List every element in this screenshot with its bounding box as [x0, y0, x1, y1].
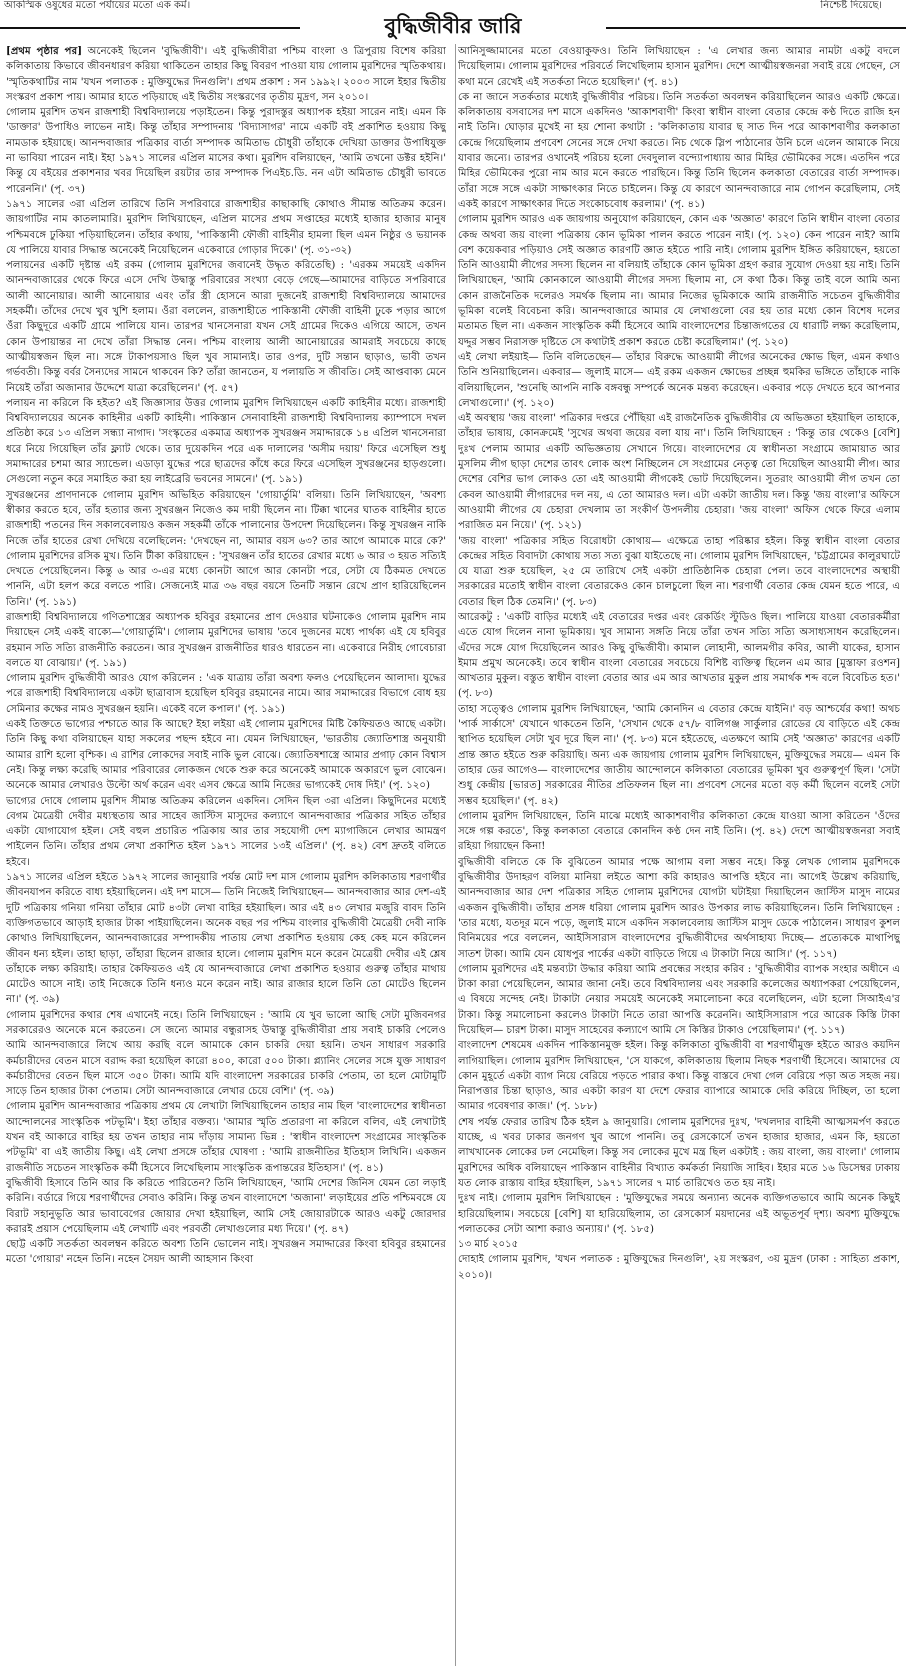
article-title — [0, 13, 906, 39]
paragraph-text: আরেকটু : 'একটি বাড়ির মধ্যেই এই বেতারের দপ্তর এবং রেকর্ডিং স্টুডিও ছিল। পালিয়ে যাওয়া বেতারকর্মীরা এতে যোগ দিলেন নানা ভূমিকায়। খুব সামান্য সঙ্গতি নিয়ে তাঁরা তখন সত্যি সত্যি অসাধ্যসাধন করেছিলেন। এঁদের সঙ্গে যোগ দিয়েছিলেন আরও কিছু বুদ্ধিজীবী। কামাল লোহানী, আলমগীর কবির, আলী যাকের, হাসান ইমাম প্রমুখ অনেকেই। তবে স্বাধীন বাংলা বেতারের সবচেয়ে বিশিষ্ট ব্যক্তিত্ব ছিলেন এম আর [মুস্তাফা রওশন] আখতার মুকুল। বস্তুত স্বাধীন বাংলা বেতার আর এম আর আখতার মুকুল প্রায় সমার্থক শব্দ বলে বিবেচিত হত।' (পৃ. ৮৩) — [458, 611, 900, 700]
paragraph-text: ১৯৭১ সালের ৩রা এপ্রিল তারিখে তিনি সপরিবারে রাজশাহীর কাছাকাছি কোথাও সীমান্ত অতিক্রম করেন। জায়গাটির নাম কাতলামারি। মুরশিদ লিখিয়াছেন, এপ্রিল মাসের প্রথম সপ্তাহের মধ্যেই হাজার হাজার মানুষ পশ্চিমবঙ্গে ঢুকিয়া পড়িয়াছিলেন। তাঁহার কথায়, 'পাকিস্তানী ফৌজী বাহিনীর হামলা ছিল এমন নিষ্ঠুর ও ভয়ানক যে পালিয়ে যাবার সিদ্ধান্ত অনেকেই নিয়েছিলেন একেবারে গোড়ার দিকে।' (পৃ. ৩১-৩২) — [6, 198, 446, 256]
strip-text-right: নিশ্চেষ্ট দিয়েছে। — [820, 0, 882, 11]
paragraph-text: গোলাম মুরশিদ আরও এক জায়গায় অনুযোগ করিয়াছেন, কোন এক 'অজ্ঞাত' কারণে তিনি স্বাধীন বাংলা বেতার কেন্দ্র অথবা জয় বাংলা পত্রিকায় কোন ভূমিকা পালন করতে পারেন নাই। (পৃ. ১২০) কেন পারেন নাই? আমি বেশ কয়েকবার পড়িয়াও সেই অজ্ঞাত কারণটি জ্ঞাত হইতে পারি নাই। গোলাম মুরশিদ ইঙ্গিত করিয়াছেন, হয়তো তিনি আওয়ামী লীগের সদস্য ছিলেন না বলিয়াই তাঁহাকে কোন ভূমিকা গ্রহণ করার সুযোগ দেওয়া হয় নাই। তিনি লিখিয়াছেন, 'আমি কোনকালে আওয়ামী লীগের সদস্য ছিলাম না, সে কথা ঠিক। কিন্তু তাই বলে আমি অন্য কোন রাজনৈতিক দলেরও সমর্থক ছিলাম না। আমার নিজের ভূমিকাকে আমি রাজনীতি সচেতন বুদ্ধিজীবীর ভূমিকা বলেই বিবেচনা করি। আনন্দবাজারে আমার যে লেখাগুলো বের হয় তার মধ্যে কোন বিশেষ দলের মতামত ছিল না। একজন সাংস্কৃতিক কর্মী হিসেবে আমি বাংলাদেশের চিন্তাজগতের যে ধারাটি লক্ষ্য করেছিলাম, যদ্দুর সম্ভব নিরাসক্ত দৃষ্টিতে সে কথাটাই প্রকাশ করতে চেষ্টা করেছিলাম।' (পৃ. ১২০) — [458, 214, 900, 348]
paragraph-text: তাহা সত্ত্বেও গোলাম মুরশিদ লিখিয়াছেন, 'আমি কোনদিন এ বেতার কেন্দ্রে যাইনি।' বড় আশ্চর্যের কথা! অথচ 'পার্ক সার্কাসে' যেখানে থাকতেন তিনি, 'সেখান থেকে ৫৭/৮ বালিগঞ্জ সার্কুলার রোডের যে বাড়িতে এই কেন্দ্র স্থাপিত হয়েছিল সেটা খুব দূরে ছিল না।' (পৃ. ৮৩) মনে হইতেছে, এতক্ষণে আমি সেই 'অজ্ঞাত' কারণের একটি প্রান্ত জ্ঞাত হইতে শুরু করিয়াছি। অন্য এক জায়গায় গোলাম মুরশিদ লিখিয়াছেন, মুক্তিযুদ্ধের সময়ে— এমন কি তাহার ডের আগেও— বাংলাদেশের জাতীয় আন্দোলনে কলিকাতা বেতারের ভূমিকা খুব গুরুত্বপূর্ণ ছিল। 'সেটা শুধু কেন্দ্রীয় [ভারত] সরকারের নীতির প্রতিফলন ছিল না। প্রণবেশ সেনের মতো বড় কর্মী ছিলেন বলেই সেটা সম্ভব হয়েছিল।' (পৃ. ৪২) — [458, 703, 900, 807]
article-paragraph — [458, 1115, 900, 1191]
article-paragraph — [6, 1008, 446, 1100]
paragraph-text: ছোট্ট একটি সতর্কতা অবলম্বন করিতে অবশ্য তিনি ভোলেন নাই। সুখরঞ্জন সমাদ্দারের কিংবা হবিবুর রহমানের মতো 'গোয়ার' নহেন তিনি। নহেন সৈয়দ আলী আহসান কিংবা — [6, 1239, 446, 1266]
article-paragraph — [6, 1176, 446, 1237]
article-body — [6, 44, 900, 1666]
article-paragraph — [458, 1252, 900, 1283]
article-paragraph — [6, 717, 446, 793]
paragraph-text: এই লেখা লইয়াই— তিনি বলিতেছেন— তাঁহার বিরুদ্ধে আওয়ামী লীগের অনেকের ক্ষোভ ছিল, এমন কথাও তিনি শুনিয়াছিলেন। একবার— জুলাই মাসে— এই রকম একজন ক্ষোভের প্রচ্ছন্ন হুমকির ভঙ্গিতে তাঁহাকে নাকি বলিয়াছিলেন, 'শুনেছি আপনি নাকি বঙ্গবন্ধু সম্পর্কে অনেক মন্তব্য করেছেন। একবার পড়ে দেখতে হবে আপনার লেখাগুলো।' (পৃ. ১২০) — [458, 351, 900, 409]
left-column — [6, 44, 446, 1666]
article-paragraph — [6, 610, 446, 671]
article-paragraph — [458, 1038, 900, 1114]
article-paragraph — [458, 212, 900, 350]
paragraph-text: গোলাম মুরশিদ আনন্দবাজার পত্রিকায় প্রথম যে লেখাটা লিখিয়াছিলেন তাহার নাম ছিল 'বাংলাদেশের স্বাধীনতা আন্দোলনের সাংস্কৃতিক পটভূমি'। ইহা তাঁহার বক্তব্য। 'আমার স্মৃতি প্রতারণা না করিলে বলিব, এই লেখাটাই যখন বই আকারে বাহির হয় তখন তাহার নাম দাঁড়ায় সামান্য ভিন্ন : 'স্বাধীন বাংলাদেশ সংগ্রামের সাংস্কৃতিক পটভূমি' বা এই জাতীয় কিছু। এই লেখা প্রসঙ্গে তাঁহার ঘোষণা : 'আমি রাজনীতির ইতিহাস লিখিনি। একজন রাজনীতি সচেতন সাংস্কৃতিক কর্মী হিসেবে লিখেছিলাম সাংস্কৃতিক রূপান্তরের ইতিহাস।' (পৃ. ৪১) — [6, 1101, 446, 1174]
paragraph-text: ১৩ মার্চ ২০১৫ — [458, 1239, 519, 1251]
article-paragraph — [6, 1237, 446, 1268]
article-paragraph — [458, 44, 900, 90]
article-header — [0, 12, 906, 42]
paragraph-text: কে না জানে সতর্কতার মধ্যেই বুদ্ধিজীবীর পরিচয়। তিনি সতর্কতা অবলম্বন করিয়াছিলেন আরও একটি ক্ষেত্রে। কলিকাতায় বসবাসের দশ মাসে একদিনও 'আকাশবাণী' কিংবা স্বাধীন বাংলা বেতার কেন্দ্রে কণ্ঠ দিতে রাজি হন নাই তিনি। ঘোড়ার মুখেই না হয় শোনা কথাটা : 'কলিকাতায় যাবার ছ সাত দিন পরে আকাশবাণীর কলকাতা কেন্দ্রে গিয়েছিলাম প্রণবেশ সেনের সঙ্গে দেখা করতে। নিচ থেকে স্লিপ পাঠানোর উনি চলে এলেন আমাকে নিয়ে যাবার জন্যে। তারপর ওখানেই পরিচয় হলো দেবদুলাল বন্দ্যোপাধ্যায় আর মিহির ভৌমিকের সঙ্গে। এতদিন পরে মিহির ভৌমিকের পুরো নাম আর মনে করতে পারছিনে। কিন্তু তিনি ছিলেন কলকাতা বেতারের বার্তা সম্পাদক। তাঁরা সঙ্গে সঙ্গে একটা সাক্ষাৎকার নিতে চাইলেন। কিন্তু যে কারণে আনন্দবাজারে নাম গোপন করেছিলাম, সেই একই কারণে সাক্ষাৎকার দিতে সংকোচবোধ করলাম।' (পৃ. ৪১) — [458, 91, 900, 210]
paragraph-text: বুদ্ধিজীবী হিসাবে তিনি আর কি করিতে পারিতেন? তিনি লিখিয়াছেন, 'আমি দেশের জিনিস যেমন তো লড়াই করিনি। বর্ডারে গিয়ে শরণার্থীদের সেবাও করিনি। কিন্তু তখন বাংলাদেশে 'অজানা' লড়াইয়ের প্রতি পশ্চিমবঙ্গে যে বিরাট সহানুভূতি আর ভাবাবেগের জোয়ার দেখা হইয়াছিল, আমি সেই জোয়ারটাকে আরও একটু জোরদার করারই প্রয়াস পেয়েছিলাম এই লেখাটি এবং পরবর্তী লেখাগুলোর মধ্য দিয়ে।' (পৃ. ৪৭) — [6, 1177, 446, 1235]
paragraph-text: ভাগ্যের দোষে গোলাম মুরশিদ সীমান্ত অতিক্রম করিলেন একদিন। সেদিন ছিল ৩রা এপ্রিল। কিছুদিনের মধ্যেই বেগম মৈত্রেয়ী দেবীর মধ্যস্থতায় আর সাহেব জাস্টিস মাসুদের কল্যাণে আনন্দবাজার পত্রিকার সহিত তাঁহার একটা যোগাযোগ হইল। সেই বহুল প্রচারিত পত্রিকায় আর তার সহযোগী দেশ ম্যাগাজিনে লেখার আমন্ত্রণ পাইলেন তিনি। তাঁহার প্রথম লেখা প্রকাশিত হইল ১৯৭১ সালের ১৩ই এপ্রিল।' (পৃ. ৪২) বেশ দ্রুতই বলিতে হইবে। — [6, 795, 446, 868]
article-paragraph — [458, 1237, 900, 1252]
paragraph-text: শেষ পর্যন্ত ফেরার তারিখ ঠিক হইল ৯ জানুয়ারি। গোলাম মুরশিদের দুঃখ, 'দখলদার বাহিনী আত্মসমর্পণ করতে যাচ্ছে, এ খবর ঢাকার জনগণ খুব আগে পাননি। তবু রেসকোর্সে তখন হাজার হাজার, এমন কি, হয়তো লাখখানেক লোকের ঢল নেমেছিল। কিন্তু সব লোকের মুখে মন্ত্র ছিল একটাই : জয় বাংলা, জয় বাংলা।' গোলাম মুরশিদের অধিক বলিয়াছেন পাকিস্তান বাহিনীর বিখ্যাত কর্মকর্তা নিয়াজি সাহিব। ইহার মতে ১৬ ডিসেম্বর ঢাকায় যত লোক রাস্তায় বাহির হইয়াছিল, ১৯৭১ সালের ৭ মার্চ তারিখেও তত হয় নাই। — [458, 1116, 900, 1189]
article-paragraph — [6, 488, 446, 610]
article-paragraph — [458, 90, 900, 212]
paragraph-text: ১৯৭১ সালের এপ্রিল হইতে ১৯৭২ সালের জানুয়ারি পর্যন্ত মোট দশ মাস গোলাম মুরশিদ কলিকাতায় শরণার্থীর জীবনযাপন করিতে বাধ্য হইয়াছিলেন। এই দশ মাসে— তিনি নিজেই লিখিয়াছেন— আনন্দবাজার আর দেশ-এই দুটি পত্রিকায় গনিয়া গনিয়া তাঁহার মোট ৪৩টা লেখা বাহির হইয়াছিল। আর এই ৪৩ লেখার মজুরি বাবদ তিনি ব্যক্তিগতভাবে আড়াই হাজার টাকা পাইয়াছিলেন। অনেক বছর পর পশ্চিম বাংলার বুদ্ধিজীবী মৈত্রেয়ী দেবী নাকি কোথাও লিখিয়াছিলেন, আনন্দবাজারের সম্পাদকীয় পাতায় লেখা প্রকাশিত হওয়ায় কেহ কেহ মনে করিলেন জীবন ধন্য হইল। তাহা ছাড়া, তাঁহারা ছিলেন রাজার হালে। গোলাম মুরশিদ মনে করেন মৈত্রেয়ী দেবীর এই শ্লেষ তাঁহাকে লক্ষ্য করিয়াই। তাহার কৈফিয়তও এই যে আনন্দবাজারে লেখা প্রকাশিত হওয়ার গুরুত্ব তাঁহার মাথায় মোটেও আসে নাই। তাই নিজেকে তিনি ধন্যও মনে করেন নাই। আর রাজার হালে তিনি তো মোটেও ছিলেন না।' (পৃ. ৩৯) — [6, 872, 446, 1006]
paragraph-text: পলায়ন না করিলে কি হইত? এই জিজ্ঞাসার উত্তর গোলাম মুরশিদ লিখিয়াছেন একটি কাহিনীর মধ্যে। রাজশাহী বিশ্ববিদ্যালয়ের অনেক কাহিনীর একটি কাহিনী। পাকিস্তান সেনাবাহিনী রাজশাহী বিশ্ববিদ্যালয় ক্যাম্পাসে দখল প্রতিষ্ঠা করে ১৩ এপ্রিল সন্ধ্যা নাগাদ। 'সংস্কৃতের একমাত্র অধ্যাপক সুখরঞ্জন সমাদ্দারকে ১৪ এপ্রিল খানসেনারা ধরে নিয়ে গিয়েছিল তাঁর ফ্ল্যাট থেকে। তার দুয়েকদিন পরে এক দালালের 'অসীম দয়ায়' ফিরে এসেছিল শুধু সমাদ্দারের চশমা আর স্যান্ডেল। এডাড়া যুদ্ধের পরে ছাত্রদের কাঁধে করে ফিরে এসেছিল সুখরঞ্জনের হাড়গুলো। সেগুলো নতুন করে সমাহিত করা হয় লাইব্রেরি ভবনের সামনে।' (পৃ. ১৯১) — [6, 397, 446, 486]
paragraph-text: 'জয় বাংলা' পত্রিকার সহিত বিরোধটা কোথায়— এক্ষেত্রে তাহা পরিষ্কার হইল। কিন্তু স্বাধীন বাংলা বেতার কেন্দ্রের সহিত বিবাদটা কোথায় সত্য সত্য বুঝা যাইতেছে না। গোলাম মুরশিদ লিখিয়াছেন, 'চট্টগ্রামের কালুরঘাটে যে যাত্রা শুরু হয়েছিল, ২৫ মে তারিখে সেই একটা প্রাতিষ্ঠানিক চেহারা পেল। তবে বাংলাদেশের অস্থায়ী সরকারের মতোই স্বাধীন বাংলা বেতারকেও কোন চালচুলো ছিল না। শরণার্থী বেতার কেন্দ্র যেমন হতে পারে, এ বেতার ছিল ঠিক তেমনি।' (পৃ. ৮৩) — [458, 535, 900, 608]
paragraph-text: রাজশাহী বিশ্ববিদ্যালয়ে গণিতশাস্ত্রের অধ্যাপক হবিবুর রহমানের প্রাণ দেওয়ার ঘটনাকেও গোলাম মুরশিদ নাম দিয়াছেন সেই একই বাক্যে—'গোয়ার্তুমি'। গোলাম মুরশিদের ভাষায় 'তবে দুজনের মধ্যে পার্থক্য এই যে হবিবুর রহমান সতি সত্যি রাজনীতি করতেন। আর সুখরঞ্জন রাজনীতির ধারও ধারতেন না। একেবারে নিরীহ গোবেচারা বলতে যা বোঝায়।' (পৃ. ১৯১) — [6, 611, 446, 669]
right-column — [458, 44, 900, 1666]
article-paragraph — [6, 671, 446, 717]
article-paragraph — [6, 44, 446, 105]
paragraph-text: গোলাম মুরশিদ তখন রাজশাহী বিশ্ববিদ্যালয়ে পড়াইতেন। কিন্তু পুরাদস্তুর অধ্যাপক হইয়া সারেন নাই। এমন কি 'ডাক্তার' উপাধিও লাভেন নাই। কিন্তু তাঁহার সম্পাদনায় 'বিদ্যাসাগর' নামে একটি বই প্রকাশিত হওয়ায় কিছু নামডাক হইয়াছে। আনন্দবাজার পত্রিকার বার্তা সম্পাদক অমিতাভ চৌধুরী তাঁহাকে দেখিয়া ডাক্তার উপাধিযুক্ত না ভাবিয়া পারেন নাই। ইহা ১৯৭১ সালের এপ্রিল মাসের কথা। মুরশিদ বলিয়াছেন, 'আমি তখনো ডক্টর হইনি।' কিন্তু যে বইয়ের প্রকাশনার খবর দিয়েছিল রয়টার তার সম্পাদক পিএইচ.ডি. নন এটা অমিতাভ চৌধুরী ভাবতে পারেননি।' (পৃ. ৩৭) — [6, 107, 446, 195]
article-paragraph — [6, 794, 446, 870]
paragraph-text: পলায়নের একটি দৃষ্টান্ত এই রকম (গোলাম মুরশিদের জবানেই উদ্ধৃত করিতেছি) : 'এরকম সময়েই একদিন আনন্দবাজারের থেকে ফিরে এসে দেখি উদ্বাস্তু পরিবারের সংখ্যা বেড়ে গেছে—আমাদের বাড়িতে সপরিবারে আলী আনোয়ার। আলী আনোয়ার এবং তাঁর স্ত্রী হোসনে আরা দুজনেই রাজশাহী বিশ্ববিদ্যালয়ে আমাদের সহকর্মী। তাঁদের দেখে খুব খুশি হলাম। ওঁরা বললেন, রাজশাহীতে পাকিস্তানী ফৌজী বাহিনী ঢুকে পড়ার আগে ওঁরা কিছুদূরে একটি গ্রামে পালিয়ে যান। তারপর খানসেনারা যখন সেই গ্রামের দিকেও এগিয়ে আসে, তখন কোন উপায়ান্তর না দেখে তাঁরা সিদ্ধান্ত নেন। পশ্চিম বাংলায় আলী আনোয়ারের আমরাই সবচেয়ে কাছে আত্মীয়স্বজন ছিল না। সঙ্গে টাকাপয়সাও ছিল খুব সামান্যই। তার ওপর, দুটি সন্তান ছাড়াও, ভাবী তখন গর্ভবতী। কিন্তু বর্বর সৈন্যদের সামনে থাকবেন কি? তাঁরা জানতেন, য পলায়তি স জীবতি। সেই আপ্তবাক্য মেনে নিয়েই তাঁরা অজানার উদ্দেশে যাত্রা করেছিলেন।' (পৃ. ৫৭) — [6, 260, 446, 394]
paragraph-text: একই তিক্ততে ভাগ্যের পশ্চাতে আর কি আছে? ইহা লইয়া এই গোলাম মুরশিদের মিষ্টি কৈফিয়তও আছে একটা। তিনি কিছু কথা বলিয়াছেন যাহা সকলের পছন্দ হইবে না। যেমন লিখিয়াছেন, 'ভারতীয় জ্যোতিশাস্ত্র অনুযায়ী আমার রাশি হলো বৃশ্চিক। এ রাশির লোকদের সবাই নাকি ভুল বোঝে। জ্যোতিষশাস্ত্রে আমার প্রগাঢ় কোন বিশ্বাস নেই। কিন্তু লক্ষ্য করেছি আমার পরিবারের লোকজন থেকে শুরু করে অনেকেই আমাকে অকারণে ভুল বোঝেন। অনেকে আমার লেখারও উল্টো অর্থ করেন এবং এসব ক্ষেত্রে আমি নিজের ভাগ্যকেই দোষ দিই।' (পৃ. ১২০) — [6, 719, 446, 792]
paragraph-text: গোলাম মুরশিদ বুদ্ধিজীবী আরও যোগ করিলেন : 'এক যাত্রায় তাঁরা অবশ্য ফলও পেয়েছিলেন আলাদা। যুদ্ধের পরে রাজশাহী বিশ্ববিদ্যালয়ে একটা ছাত্রাবাস হয়েছিল হবিবুর রহমানের নামে। আর সমাদ্দারের বিভাগে বোধ হয় সেমিনার কক্ষের নামও সুখরঞ্জন হয়নি। একেই বলে কপাল।' (পৃ. ১৯১) — [6, 673, 446, 715]
paragraph-text: অনেকেই ছিলেন 'বুদ্ধিজীবী'। এই বুদ্ধিজীবীরা পশ্চিম বাংলা ও ত্রিপুরায় বিশেষ করিয়া কলিকাতায় কিভাবে জীবনধারণ করিয়া থাকিতেন তাহার কিছু বিবরণ পাওয়া যায় গোলাম মুরশিদের স্মৃতিকথায়। 'স্মৃতিকথাটির নাম 'যখন পলাতক : মুক্তিযুদ্ধের দিনগুলি'। প্রথম প্রকাশ : সন ১৯৯২। ২০০৩ সালে ইহার দ্বিতীয় সংস্করণ প্রকাশ পায়। আমার হাতে পড়িয়াছে এই দ্বিতীয় সংস্করণের তৃতীয় মুদ্রণ, সন ২০১০। — [6, 46, 446, 103]
article-paragraph — [458, 610, 900, 702]
article-paragraph — [458, 702, 900, 809]
article-paragraph — [458, 350, 900, 411]
paragraph-text: গোলাম মুরশিদের কথার শেষ এখানেই নহে। তিনি লিখিয়াছেন : 'আমি যে খুব ভালো আছি সেটা মুজিবনগর সরকারেরও অনেকে মনে করতেন। সে জন্যে আমার বন্ধুরাসহ উদ্বাস্তু বুদ্ধিজীবীরা প্রায় সবাই চাকরি পেলেও আমি আনন্দবাজারে লিখে আয় করছি বলে আমাকে কোন চাকরি দেয়া হয়নি। তখন সাধারণ সরকারি কর্মচারীদের বেতন মাসে বরাদ্দ করা হয়েছিল কারো ৪০০, কারো ৫০০ টাকা। প্ল্যানিং সেলের সঙ্গে যুক্ত সাধারণ কর্মচারীদের বেতন ছিল মাসে ৩৫০ টাকা। আমি যদি বাংলাদেশ সরকারের চাকরি পেতাম, তা হলে মোটামুটি সাড়ে তিন হাজার টাকা পেতাম। সেটা আনন্দবাজারে লেখার চেয়ে বেশি।' (পৃ. ৩৯) — [6, 1009, 446, 1098]
paragraph-text: গোলাম মুরশিদের এই মন্তব্যটা উদ্ধার করিয়া আমি প্রবন্ধের সংহার করিব : 'বুদ্ধিজীবীর ব্যাপক সংহার অধীনে এ টাকা কারা পেয়েছিলেন, আমার জানা নেই। তবে বিশ্ববিদ্যালয় এবং সরকারি কলেজের অধ্যাপকরা পেয়েছিলেন, এ বিষয়ে সন্দেহ নেই। টাকাটা নেয়ার সময়েই অনেকেই সমালোচনা করে বলেছিলেন, এটা হলো সিআইএ'র টাকা। কিন্তু সমালোচনা করলেও টাকাটা নিতে তারা আপত্তি করেননি। আইসিসারাস পরে আরেক কিস্তি টাকা দিয়েছিল— চারশ টাকা। মাসুদ সাহেবের কল্যাণে আমি সে কিস্তির টাকাও পেয়েছিলাম।' (পৃ. ১১৭) — [458, 963, 900, 1036]
paragraph-text: দোহাই গোলাম মুরশিদ, 'যখন পলাতক : মুক্তিযুদ্ধের দিনগুলি', ২য় সংস্করণ, ৩য় মুদ্রণ (ঢাকা : সাহিত্য প্রকাশ, ২০১০)। — [458, 1254, 900, 1281]
article-paragraph — [458, 962, 900, 1038]
article-paragraph — [6, 1099, 446, 1175]
paragraph-text: সুখরঞ্জনের প্রাণদানকে গোলাম মুরশিদ অভিহিত করিয়াছেন 'গোয়ার্তুমি' বলিয়া। তিনি লিখিয়াছেন, 'অবশ্য স্বীকার করতে হবে, তাঁর হত্যার জন্য সুখরঞ্জন নিজেও কম দায়ী ছিলেন না। টিক্কা খানের ঘাতক বাহিনীর হাতে রাজশাহী পতনের দিন সকালবেলায়ও কজন সহকর্মী তাঁকে পালানোর উপদেশ দিয়েছিলেন। কিন্তু সুখরঞ্জন নাকি নিজে তাঁর হাতের রেখা দেখিয়ে বলেছিলেন: 'দেখছেন না, আমার বয়স ৬৩? তার আগে আমাকে মারে কে?' গোলাম মুরশিদের রসিক মুখ। তিনি টীকা করিয়াছেন : 'সুখরঞ্জন তাঁর হাতের রেখার মধ্যে ৬ আর ৩ হয়ত সত্যিই দেখতে পেয়েছিলেন। কিন্তু ৬ আর ৩-এর মধ্যে কোনটা আগে আর কোনটা পরে, সেটা যে ঠিকমত দেখতে পাননি, এটা হলপ করে বলতে পারি। সেজন্যেই মাত্র ৩৬ বছর বয়সে তিনটি সন্তান রেখে প্রাণ হারিয়েছিলেন তিনি।' (পৃ. ১৯১) — [6, 489, 446, 608]
strip-text-left: আকস্মিক ওষুধের মতো পর্যায়ের মতো এক কর্ম। — [4, 0, 191, 11]
continued-from-marker: [প্রথম পৃষ্ঠার পর] — [6, 45, 83, 57]
paragraph-text: এই অবস্থায় 'জয় বাংলা' পত্রিকার দপ্তরে পৌঁছিয়া এই রাজনৈতিক বুদ্ধিজীবীর যে অভিজ্ঞতা হইয়াছিল তাহাকে, তাঁহার ভাষায়, কোনক্রমেই 'সুখের অথবা জয়ের বলা যায় না'। তিনি লিখিয়াছেন : 'কিন্তু তার থেকেও [বেশি] দুঃখ পেলাম আমার একটি অভিজ্ঞতায় সেখানে গিয়ে। বাংলাদেশের যে স্বাধীনতা সংগ্রামে জামায়াত আর মুসলিম লীগ ছাড়া দেশের তাবৎ লোক অংশ নিচ্ছিলেন সে সংগ্রামের নেতৃত্ব তো দিয়েছিল আওয়ামী লীগ। আর দেশের বেশির ভাগ লোকও তো এই আওয়ামী লীগকেই ভোট দিয়েছিলেন। সুতরাং আওয়ামী লীগ তখন তো কেবল আওয়ামী লীগারদের দল নয়, এ তো আমারও দল। এটা একটা জাতীয় দল। কিন্তু 'জয় বাংলা'র অফিসে আওয়ামী লীগের যে চেহারা দেখলাম তা সংকীর্ণ উপদলীয় চেহারা। 'জয় বাংলা' অফিস থেকে ফিরে এলাম পরাজিত মন নিয়ে।' (পৃ. ১২১) — [458, 413, 900, 532]
paragraph-text: গোলাম মুরশিদ লিখিয়াছেন, তিনি মাঝে মধ্যেই আকাশবাণীর কলিকাতা কেন্দ্রে যাওয়া আসা করিতেন 'ওঁদের সঙ্গে গল্প করতে', কিন্তু কলকাতা বেতারে কোনদিন কণ্ঠ দেন নাই তিনি। (পৃ. ৪২) দেশে আত্মীয়স্বজনরা সবাই রহিয়া গিয়াছেন কিনা! — [458, 810, 900, 853]
article-paragraph — [6, 258, 446, 396]
paragraph-text: দুঃখ নাই। গোলাম মুরশিদ লিখিয়াছেন : 'মুক্তিযুদ্ধের সময়ে অন্যান্য অনেক ব্যক্তিগতভাবে আমি অনেক কিছুই হারিয়েছিলাম। সবচেয়ে [বেশি] যা হারিয়েছিলাম, তা রেসকোর্স ময়দানের এই অভূতপূর্ব দৃশ্য। অবশ্য মুক্তিযুদ্ধে পলাতকের সেটা আশা করাও অন্যায়।' (পৃ. ১৮৫) — [458, 1193, 900, 1235]
column-divider — [455, 44, 456, 1666]
article-paragraph — [458, 1191, 900, 1237]
article-paragraph — [458, 534, 900, 610]
article-paragraph — [6, 870, 446, 1008]
article-paragraph — [458, 809, 900, 855]
paragraph-text: আনিসুজ্জামানের মতো বেওয়াকুফও। তিনি লিখিয়াছেন : 'এ লেখার জন্য আমার নামটা একটু বদলে দিয়েছিলাম। গোলাম মুরশিদের পরিবর্তে লিখেছিলাম হাসান মুরশিদ। দেশে আত্মীয়স্বজনরা সবাই রয়ে গেছেন, সে কথা মনে রেখেই এই সতর্কতা নিতে হয়েছিল।' (পৃ. ৪১) — [458, 46, 900, 88]
paragraph-text: বুদ্ধিজীবী বলিতে কে কি বুঝিতেন আমার পক্ষে আগাম বলা সম্ভব নহে। কিন্তু লেখক গোলাম মুরশিদকে বুদ্ধিজীবীর উদাহরণ বলিয়া মানিয়া লইতে আশা করি কাহারও আপত্তি হইবে না। আগেই উল্লেখ করিয়াছি, আনন্দবাজার আর দেশ পত্রিকার সহিত গোলাম মুরশিদের যোগটা ঘটাইয়া দিয়াছিলেন জাস্টিস মাসুদ নামের একজন বুদ্ধিজীবী। তাঁহার প্রসঙ্গ ধরিয়া গোলাম মুরশিদ আরও উপকার লাভ করিয়াছিলেন। তিনি লিখিয়াছেন : 'তার মধ্যে, যতদূর মনে পড়ে, জুলাই মাসে একদিন সকালবেলায় জাস্টিস মাসুদ ডেকে পাঠালেন। সাধারণ কুশল বিনিময়ের পরে বললেন, আইসিসারাস বাংলাদেশের বুদ্ধিজীবীদের অর্থসাহায্য দিচ্ছে— প্রত্যেককে মাথাপিছু সাতশ টাকা। আমি যেন যোধপুর পার্কের একটা বাড়িতে গিয়ে এ টাকাটা নিয়ে আসি।' (পৃ. ১১৭) — [458, 856, 900, 960]
article-title-text: বুদ্ধিজীবীর জারি — [375, 13, 532, 38]
article-paragraph — [458, 855, 900, 962]
article-paragraph — [6, 105, 446, 197]
article-paragraph — [458, 411, 900, 533]
paragraph-text: বাংলাদেশ শেষমেষ একদিন পাকিস্তানমুক্ত হইল। কিন্তু কলিকাতা বুদ্ধিজীবী বা শরণার্থীমুক্ত হইতে আরও কয়দিন লাগিয়াছিল। গোলাম মুরশিদ লিখিয়াছেন, 'সে যাকগে, কলিকাতায় ছিলাম নিছক শরণার্থী হিসেবে। আমাদের যে কোন মুহূর্তে একটা ব্যাগ নিয়ে বেরিয়ে পড়তে পারার কথা। কিন্তু বাস্তবে দেখা গেল বেরিয়ে পড়া অত সহজ নয়। নিরাপত্তার চিন্তা ছাড়াও, আর একটা কারণ যা দেশে ফেরার ব্যাপারে আমাকে দেরি করিয়ে দিচ্ছিল, তা হলো আমার গবেষণার কাজ।' (পৃ. ১৮৮) — [458, 1040, 900, 1113]
article-paragraph — [6, 396, 446, 488]
article-paragraph — [6, 197, 446, 258]
